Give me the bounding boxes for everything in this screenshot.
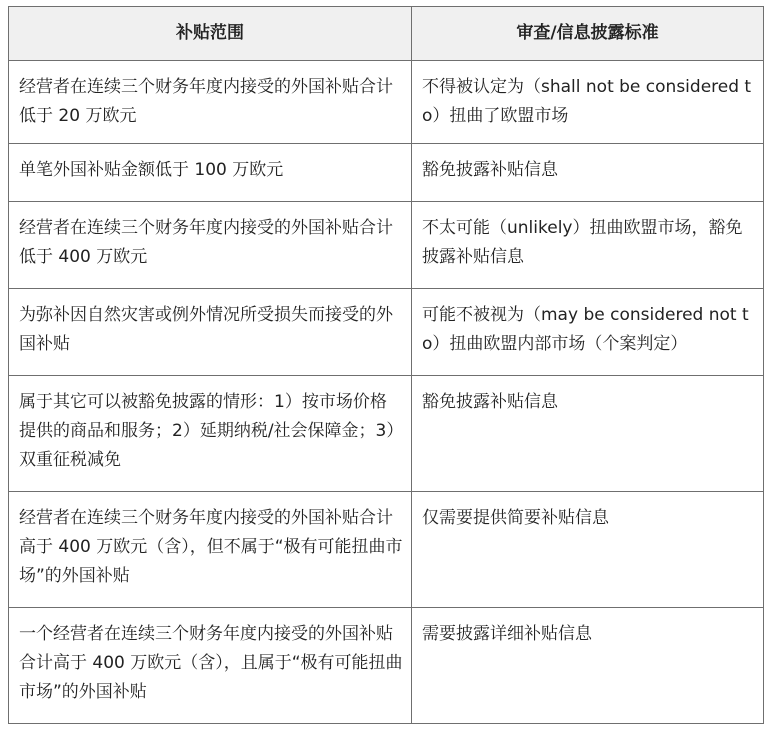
standard-cell: 豁免披露补贴信息 (412, 376, 764, 492)
table-row (9, 202, 764, 289)
scope-cell: 为弥补因自然灾害或例外情况所受损失而接受的外国补贴 (9, 289, 412, 376)
scope-cell: 经营者在连续三个财务年度内接受的外国补贴合计高于 400 万欧元（含），但不属于“极有可能扭曲市场”的外国补贴 (9, 492, 412, 608)
table-row (9, 608, 764, 724)
subsidy-review-table (8, 6, 764, 724)
header-row (9, 7, 764, 61)
table-header (9, 7, 764, 61)
table-row (9, 376, 764, 492)
table-row (9, 492, 764, 608)
table-row (9, 144, 764, 202)
table-body (9, 61, 764, 724)
standard-cell: 不太可能（unlikely）扭曲欧盟市场，豁免披露补贴信息 (412, 202, 764, 289)
header-review-disclosure-standard: 审查/信息披露标准 (412, 7, 764, 61)
standard-cell: 仅需要提供简要补贴信息 (412, 492, 764, 608)
subsidy-table-container (8, 6, 763, 724)
standard-cell: 豁免披露补贴信息 (412, 144, 764, 202)
standard-cell: 不得被认定为（shall not be considered to）扭曲了欧盟市场 (412, 61, 764, 144)
header-subsidy-scope: 补贴范围 (9, 7, 412, 61)
standard-cell: 需要披露详细补贴信息 (412, 608, 764, 724)
scope-cell: 单笔外国补贴金额低于 100 万欧元 (9, 144, 412, 202)
table-row (9, 61, 764, 144)
scope-cell: 经营者在连续三个财务年度内接受的外国补贴合计低于 400 万欧元 (9, 202, 412, 289)
scope-cell: 经营者在连续三个财务年度内接受的外国补贴合计低于 20 万欧元 (9, 61, 412, 144)
standard-cell: 可能不被视为（may be considered not to）扭曲欧盟内部市场（个案判定） (412, 289, 764, 376)
table-row (9, 289, 764, 376)
scope-cell: 一个经营者在连续三个财务年度内接受的外国补贴合计高于 400 万欧元（含），且属于“极有可能扭曲市场”的外国补贴 (9, 608, 412, 724)
scope-cell: 属于其它可以被豁免披露的情形：1）按市场价格提供的商品和服务；2）延期纳税/社会保障金；3）双重征税减免 (9, 376, 412, 492)
